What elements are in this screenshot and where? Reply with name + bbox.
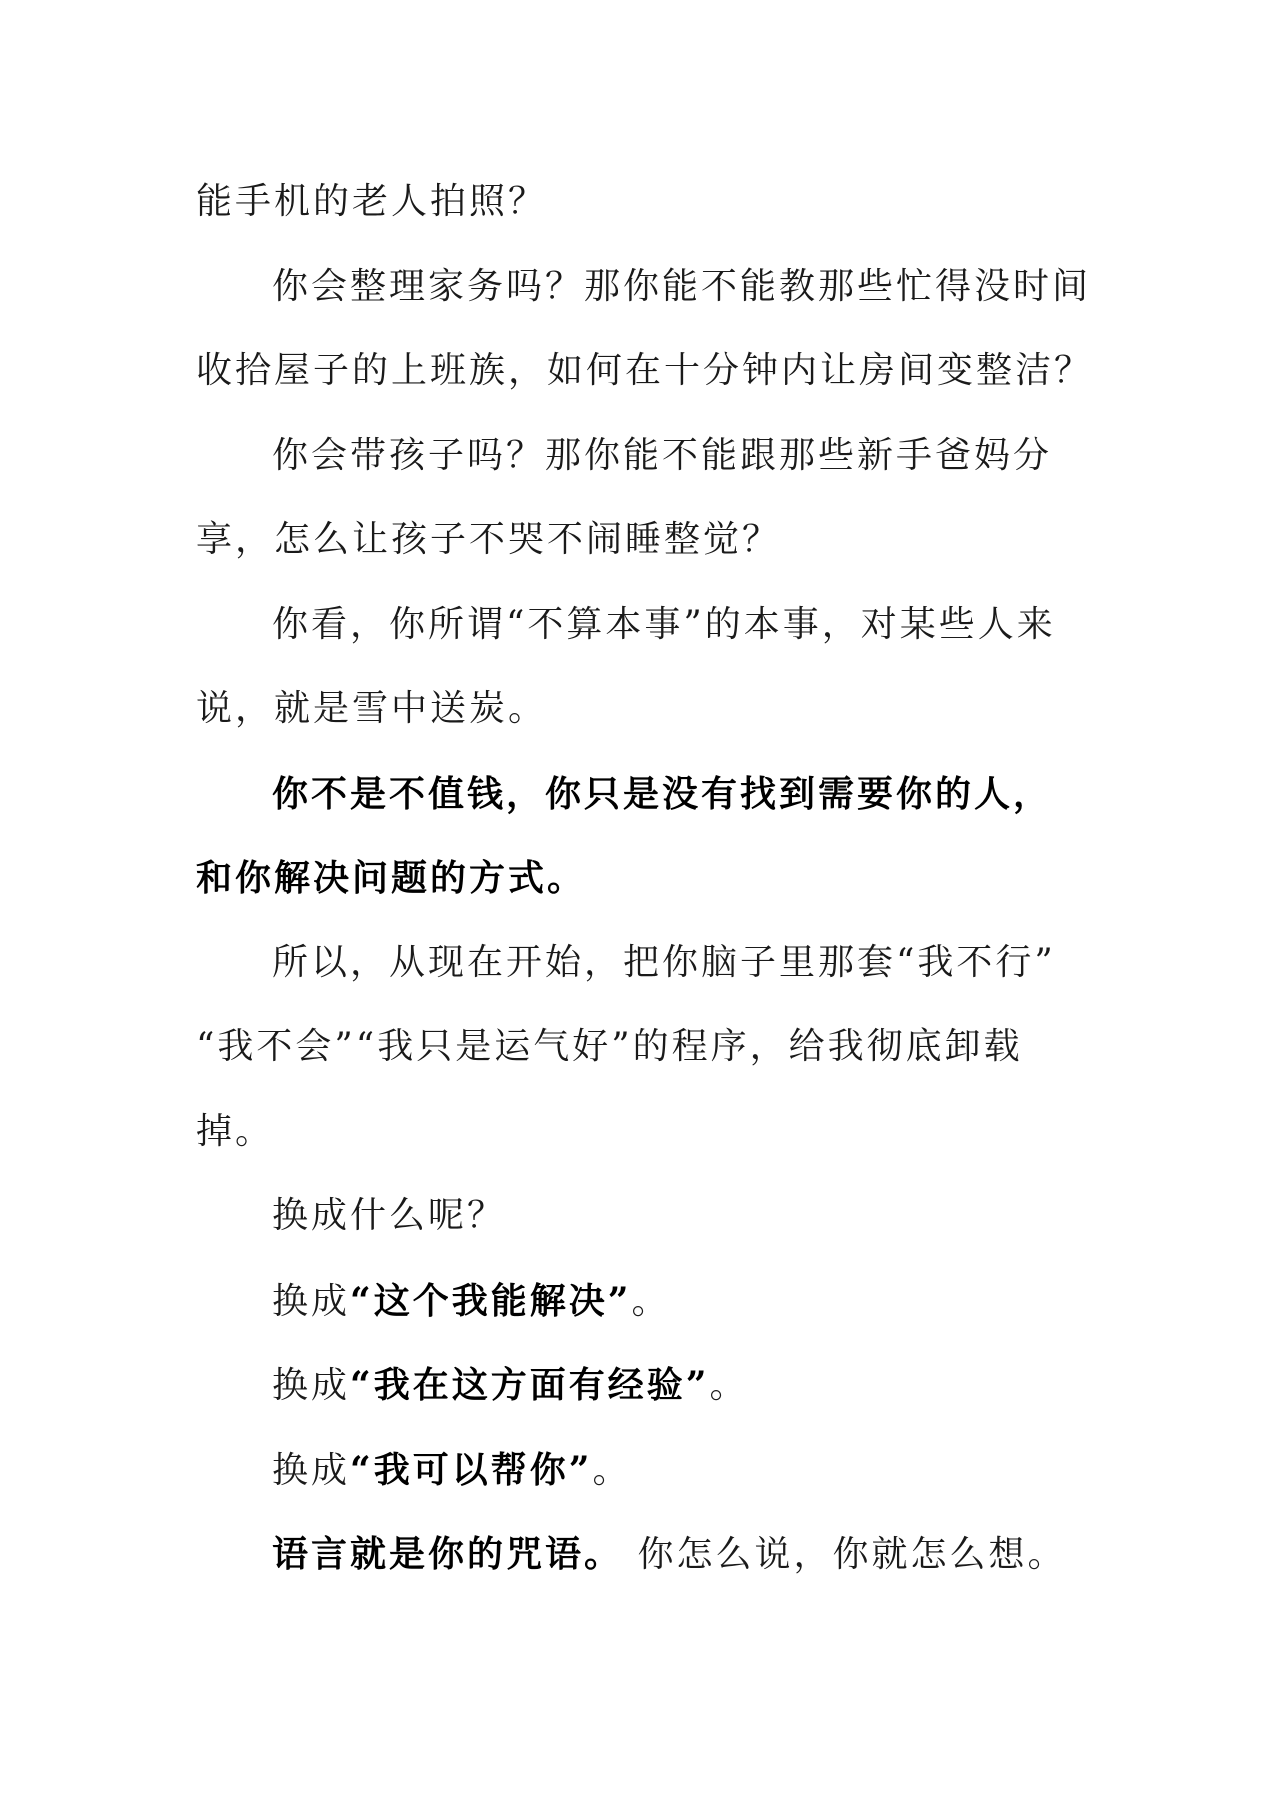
paragraph-line [196,1343,1076,1428]
paragraph-line [196,1174,1076,1259]
paragraph-line [196,1428,1076,1513]
paragraph-line [196,921,1076,1006]
body-text: 收拾屋子的上班族，如何在十分钟内让房间变整洁？ [196,350,1094,391]
body-text: 说，就是雪中送炭。 [196,688,548,729]
body-text: 你怎么说，你就怎么想。 [623,1534,1067,1575]
paragraph-line [196,836,1076,921]
body-text: 所以，从现在开始，把你脑子里那套“我不行” [272,941,1056,983]
body-text: 你会带孩子吗？那你能不能跟那些新手爸妈分 [272,434,1053,476]
document-body [196,160,1094,1597]
body-text: 。 [631,1280,671,1322]
emphasized-text: 你不是不值钱，你只是没有找到需要你的人， [272,772,1053,815]
body-text: 。 [592,1449,632,1491]
emphasized-text: 和你解决问题的方式。 [196,857,587,899]
emphasized-text: 语言就是你的咒语。 [272,1533,624,1575]
paragraph-line [196,414,1076,499]
body-text: “我不会”“我只是运气好”的程序，给我彻底卸载 [196,1026,1023,1067]
paragraph-line [196,583,1076,668]
paragraph-line [196,1259,1076,1344]
body-text: 享，怎么让孩子不哭不闹睡整觉？ [196,519,782,560]
body-text: 能手机的老人拍照？ [196,181,548,222]
paragraph-line [196,498,1076,583]
paragraph-line [196,1090,1076,1175]
paragraph-line [196,752,1076,837]
emphasized-text: “我在这方面有经验” [350,1364,710,1406]
body-text: 。 [709,1365,749,1406]
paragraph-line [196,245,1092,330]
body-text: 换成 [272,1280,351,1322]
emphasized-text: “这个我能解决” [350,1279,632,1322]
paragraph-line [196,329,1094,414]
paragraph-line [196,1005,1076,1090]
paragraph-line [196,667,1076,752]
body-text: 你会整理家务吗？那你能不能教那些忙得没时间 [272,265,1092,307]
body-text: 换成 [272,1365,351,1406]
emphasized-text: “我可以帮你” [350,1448,593,1491]
body-text: 你看，你所谓“不算本事”的本事，对某些人来 [272,603,1056,645]
paragraph-line [196,160,1076,245]
body-text: 换成 [272,1449,351,1491]
body-text: 掉。 [196,1110,275,1152]
body-text: 换成什么呢？ [272,1195,507,1236]
paragraph-line [196,1512,1076,1597]
